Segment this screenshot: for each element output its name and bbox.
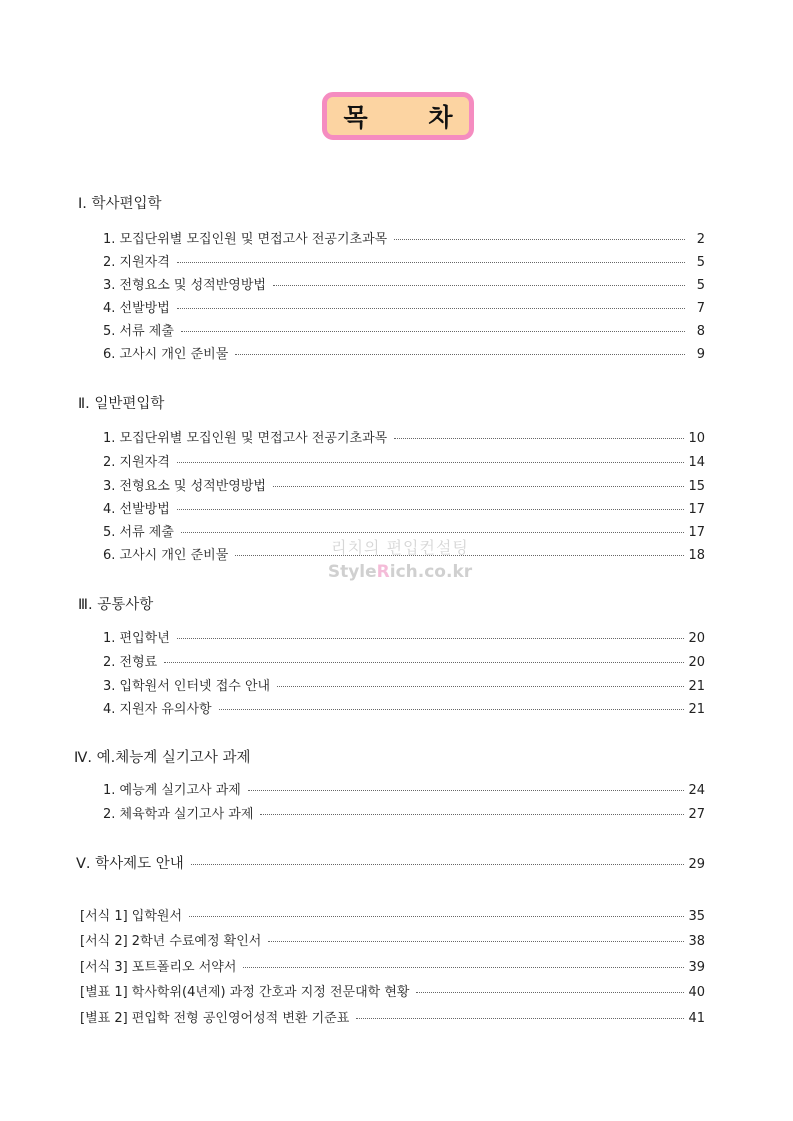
dot-leader [177,509,685,510]
toc-entry-page: 20 [688,655,705,670]
toc-entry-page: 35 [688,909,705,924]
toc-entry-label: [별표 1] 학사학위(4년제) 과정 간호과 지정 전문대학 현황 [80,985,410,1000]
toc-entry-label: 4. 선발방법 [103,502,170,517]
toc-entry-page: 9 [696,347,705,362]
toc-entry-form[interactable] [80,956,705,974]
toc-entry-label: 3. 전형요소 및 성적반영방법 [103,479,266,494]
toc-entry-label: [서식 1] 입학원서 [80,909,183,924]
page-title: 목 차 [343,103,479,132]
toc-entry-page: 5 [696,255,705,270]
dot-leader [164,662,684,663]
toc-entry-page: 5 [696,278,705,293]
toc-entry-label: 1. 편입학년 [103,631,170,646]
toc-entry[interactable] [103,698,705,716]
dot-leader [219,709,685,710]
section-heading-4: Ⅳ. 예.체능계 실기고사 과제 [74,750,251,766]
toc-entry-label: 2. 지원자격 [103,255,170,270]
toc-entry-label: 3. 입학원서 인터넷 접수 안내 [103,679,271,694]
toc-entry-label: 1. 예능계 실기고사 과제 [103,783,241,798]
dot-leader [260,814,684,815]
toc-entry-label: 2. 전형료 [103,655,158,670]
toc-entry-page: 15 [688,479,705,494]
toc-entry-label: Ⅴ. 학사제도 안내 [76,856,184,872]
dot-leader [189,916,684,917]
dot-leader [277,686,684,687]
section-heading-1: Ⅰ. 학사편입학 [78,196,162,212]
toc-entry-label: 5. 서류 제출 [103,324,174,339]
toc-entry-form[interactable] [80,905,705,923]
toc-entry[interactable] [103,779,705,797]
toc-entry[interactable] [103,320,705,338]
toc-entry-page: 38 [688,934,705,949]
toc-entry-page: 41 [688,1011,705,1026]
toc-entry-label: 6. 고사시 개인 준비물 [103,347,229,362]
dot-leader [394,239,685,240]
watermark-brand-rest: ich.co.kr [389,562,473,582]
toc-entry[interactable] [103,651,705,669]
toc-entry-label: 4. 선발방법 [103,301,170,316]
toc-entry-label: 6. 고사시 개인 준비물 [103,548,229,563]
watermark-brand [320,562,480,582]
toc-entry-page: 14 [688,455,705,470]
dot-leader [268,941,684,942]
toc-entry-label: 4. 지원자 유의사항 [103,702,212,717]
toc-entry-page: 24 [688,783,705,798]
dot-leader [248,790,685,791]
toc-entry-label: 1. 모집단위별 모집인원 및 면접고사 전공기초과목 [103,232,388,247]
toc-entry-page: 17 [688,525,705,540]
toc-entry-label: 2. 지원자격 [103,455,170,470]
toc-entry[interactable] [103,451,705,469]
watermark-brand-r: R [376,562,390,582]
dot-leader [181,331,685,332]
dot-leader [243,967,684,968]
toc-entry[interactable] [103,475,705,493]
toc-entry-label: 3. 전형요소 및 성적반영방법 [103,278,266,293]
toc-entry[interactable] [103,343,705,361]
toc-entry-label: 5. 서류 제출 [103,525,174,540]
toc-entry-form[interactable] [80,1007,705,1025]
dot-leader [191,864,685,865]
toc-entry-form[interactable] [80,981,705,999]
watermark-brand-a: Style [327,562,377,582]
dot-leader [356,1018,684,1019]
dot-leader [177,262,685,263]
toc-entry-page: 20 [688,631,705,646]
toc-entry-page: 2 [696,232,705,247]
toc-entry[interactable] [103,297,705,315]
dot-leader [177,462,685,463]
toc-entry-page: 17 [688,502,705,517]
toc-entry-page: 29 [688,857,705,872]
toc-entry-page: 8 [696,324,705,339]
dot-leader [235,354,685,355]
toc-entry[interactable] [103,427,705,445]
toc-entry[interactable] [103,803,705,821]
toc-title-box [322,92,479,140]
section-heading-2: Ⅱ. 일반편입학 [78,396,165,412]
dot-leader [394,438,684,439]
toc-entry-label: [별표 2] 편입학 전형 공인영어성적 변환 기준표 [80,1011,350,1026]
dot-leader [181,532,685,533]
toc-entry-label: 1. 모집단위별 모집인원 및 면접고사 전공기초과목 [103,431,388,446]
dot-leader [273,285,685,286]
toc-entry-label: [서식 2] 2학년 수료예정 확인서 [80,934,262,949]
toc-entry[interactable] [103,251,705,269]
watermark-line1: 리치의 편입컨설팅 [331,538,469,557]
toc-entry[interactable] [103,228,705,246]
dot-leader [416,992,684,993]
toc-entry[interactable] [103,627,705,645]
toc-entry-page: 27 [688,807,705,822]
dot-leader [177,308,685,309]
dot-leader [273,486,685,487]
toc-entry[interactable] [103,675,705,693]
toc-entry-page: 21 [688,679,705,694]
toc-entry[interactable] [103,498,705,516]
toc-entry-page: 7 [696,301,705,316]
section-heading-3: Ⅲ. 공통사항 [78,597,154,613]
toc-entry-page: 40 [688,985,705,1000]
toc-entry-section5[interactable] [76,852,705,870]
toc-entry[interactable] [103,274,705,292]
toc-entry-page: 10 [688,431,705,446]
toc-entry-page: 39 [688,960,705,975]
toc-entry-form[interactable] [80,930,705,948]
toc-entry-label: [서식 3] 포트폴리오 서약서 [80,960,237,975]
dot-leader [177,638,685,639]
toc-entry-label: 2. 체육학과 실기고사 과제 [103,807,254,822]
toc-entry-page: 18 [688,548,705,563]
toc-entry-page: 21 [688,702,705,717]
